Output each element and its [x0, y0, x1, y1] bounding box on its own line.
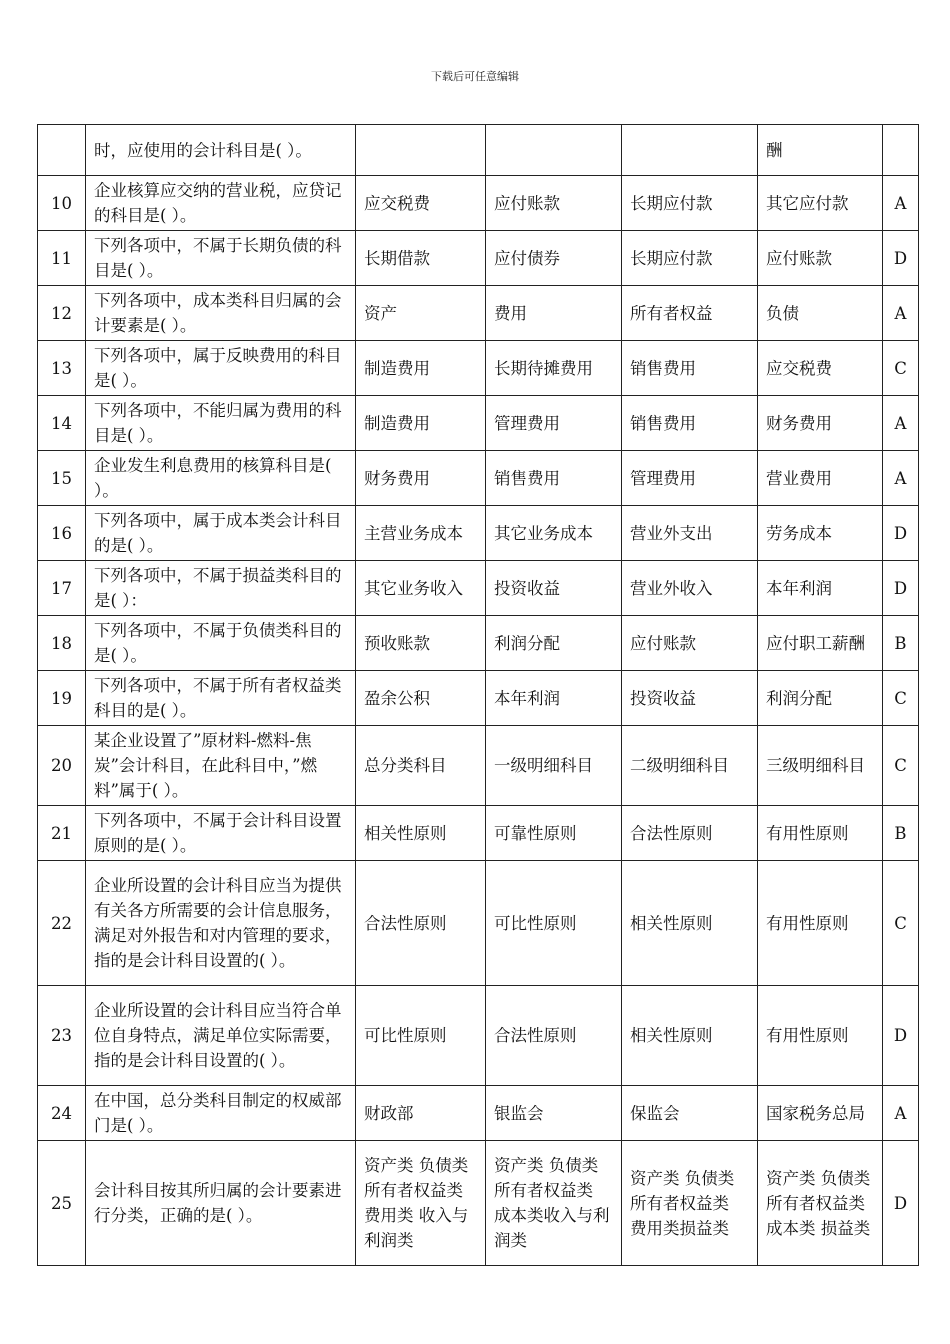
- table-row: [38, 451, 919, 506]
- option-b: 资产类 负债类 所有者权益类 成本类收入与利润类: [486, 1141, 622, 1266]
- answer-cell: D: [883, 231, 919, 286]
- option-a: 资产类 负债类 所有者权益类 费用类 收入与利润类: [356, 1141, 486, 1266]
- question-text: 企业核算应交纳的营业税，应贷记的科目是( ）。: [86, 176, 356, 231]
- answer-cell: C: [883, 861, 919, 986]
- option-b: 费用: [486, 286, 622, 341]
- option-c: 投资收益: [622, 671, 758, 726]
- question-text: 某企业设置了”原材料-燃料-焦炭”会计科目，在此科目中，”燃料”属于( ）。: [86, 726, 356, 806]
- option-c: 长期应付款: [622, 231, 758, 286]
- option-a: 其它业务收入: [356, 561, 486, 616]
- answer-cell: C: [883, 341, 919, 396]
- option-b: 投资收益: [486, 561, 622, 616]
- question-text: 企业所设置的会计科目应当为提供有关各方所需要的会计信息服务，满足对外报告和对内管理的要求，指的是会计科目设置的( ）。: [86, 861, 356, 986]
- option-c: 管理费用: [622, 451, 758, 506]
- question-number: 11: [38, 231, 86, 286]
- option-b: 应付债券: [486, 231, 622, 286]
- option-c: 相关性原则: [622, 861, 758, 986]
- answer-cell: [883, 125, 919, 176]
- question-number: 21: [38, 806, 86, 861]
- option-d: 资产类 负债类 所有者权益类 成本类 损益类: [758, 1141, 883, 1266]
- option-d: 应付账款: [758, 231, 883, 286]
- question-text: 在中国，总分类科目制定的权威部门是( ）。: [86, 1086, 356, 1141]
- option-d: 三级明细科目: [758, 726, 883, 806]
- table-row: [38, 231, 919, 286]
- option-b: 一级明细科目: [486, 726, 622, 806]
- answer-cell: D: [883, 1141, 919, 1266]
- option-b: 本年利润: [486, 671, 622, 726]
- option-b: 银监会: [486, 1086, 622, 1141]
- option-d: 有用性原则: [758, 861, 883, 986]
- question-number: 22: [38, 861, 86, 986]
- option-d: 利润分配: [758, 671, 883, 726]
- question-number: 12: [38, 286, 86, 341]
- answer-cell: D: [883, 986, 919, 1086]
- option-a: 盈余公积: [356, 671, 486, 726]
- question-text: 下列各项中，不属于长期负债的科目是( ）。: [86, 231, 356, 286]
- question-number: 14: [38, 396, 86, 451]
- table-row: [38, 671, 919, 726]
- option-d: 营业费用: [758, 451, 883, 506]
- question-text: 企业所设置的会计科目应当符合单位自身特点，满足单位实际需要，指的是会计科目设置的( ）。: [86, 986, 356, 1086]
- table-row: [38, 806, 919, 861]
- option-c: 保监会: [622, 1086, 758, 1141]
- option-b: 可比性原则: [486, 861, 622, 986]
- table-row: [38, 986, 919, 1086]
- table-row: [38, 861, 919, 986]
- table-row: [38, 1086, 919, 1141]
- option-c: 资产类 负债类 所有者权益类 费用类损益类: [622, 1141, 758, 1266]
- answer-cell: A: [883, 451, 919, 506]
- question-text: 时，应使用的会计科目是( ）。: [86, 125, 356, 176]
- option-a: 财务费用: [356, 451, 486, 506]
- option-c: 销售费用: [622, 396, 758, 451]
- question-number: 17: [38, 561, 86, 616]
- option-a: 制造费用: [356, 341, 486, 396]
- option-b: 合法性原则: [486, 986, 622, 1086]
- option-d: 有用性原则: [758, 806, 883, 861]
- question-text: 下列各项中，不能归属为费用的科目是( ）。: [86, 396, 356, 451]
- option-b: 管理费用: [486, 396, 622, 451]
- page-header-note: 下载后可任意编辑: [431, 70, 519, 83]
- question-text: 下列各项中，不属于损益类科目的是( ）：: [86, 561, 356, 616]
- table-row: [38, 286, 919, 341]
- option-a: 总分类科目: [356, 726, 486, 806]
- option-b: [486, 125, 622, 176]
- question-number: 15: [38, 451, 86, 506]
- option-c: 合法性原则: [622, 806, 758, 861]
- table-row: [38, 1141, 919, 1266]
- table-row: [38, 561, 919, 616]
- answer-cell: A: [883, 396, 919, 451]
- table-row: [38, 125, 919, 176]
- question-text: 下列各项中，成本类科目归属的会计要素是( ）。: [86, 286, 356, 341]
- question-number: 18: [38, 616, 86, 671]
- option-a: 预收账款: [356, 616, 486, 671]
- option-d: 劳务成本: [758, 506, 883, 561]
- option-b: 其它业务成本: [486, 506, 622, 561]
- option-c: 营业外支出: [622, 506, 758, 561]
- option-c: 相关性原则: [622, 986, 758, 1086]
- question-text: 下列各项中，属于反映费用的科目是( ）。: [86, 341, 356, 396]
- option-d: 其它应付款: [758, 176, 883, 231]
- question-number: 13: [38, 341, 86, 396]
- question-number: [38, 125, 86, 176]
- option-d: 本年利润: [758, 561, 883, 616]
- table-row: [38, 506, 919, 561]
- option-a: 合法性原则: [356, 861, 486, 986]
- option-a: 可比性原则: [356, 986, 486, 1086]
- question-number: 10: [38, 176, 86, 231]
- question-number: 16: [38, 506, 86, 561]
- option-c: 所有者权益: [622, 286, 758, 341]
- answer-cell: D: [883, 506, 919, 561]
- option-d: 有用性原则: [758, 986, 883, 1086]
- option-c: 应付账款: [622, 616, 758, 671]
- option-b: 利润分配: [486, 616, 622, 671]
- table-row: [38, 396, 919, 451]
- option-a: 相关性原则: [356, 806, 486, 861]
- option-c: 二级明细科目: [622, 726, 758, 806]
- option-b: 长期待摊费用: [486, 341, 622, 396]
- option-a: 资产: [356, 286, 486, 341]
- option-c: 长期应付款: [622, 176, 758, 231]
- question-table: [37, 124, 919, 1266]
- question-text: 下列各项中，不属于所有者权益类科目的是( ）。: [86, 671, 356, 726]
- answer-cell: C: [883, 671, 919, 726]
- answer-cell: A: [883, 176, 919, 231]
- option-a: 制造费用: [356, 396, 486, 451]
- table-row: [38, 341, 919, 396]
- question-number: 20: [38, 726, 86, 806]
- question-text: 下列各项中，不属于会计科目设置原则的是( ）。: [86, 806, 356, 861]
- option-a: 长期借款: [356, 231, 486, 286]
- option-b: 应付账款: [486, 176, 622, 231]
- option-d: 酬: [758, 125, 883, 176]
- table-row: [38, 176, 919, 231]
- option-c: [622, 125, 758, 176]
- option-a: [356, 125, 486, 176]
- option-d: 应付职工薪酬: [758, 616, 883, 671]
- option-b: 可靠性原则: [486, 806, 622, 861]
- question-text: 下列各项中，属于成本类会计科目的是( ）。: [86, 506, 356, 561]
- answer-cell: A: [883, 286, 919, 341]
- option-a: 应交税费: [356, 176, 486, 231]
- question-number: 19: [38, 671, 86, 726]
- option-d: 国家税务总局: [758, 1086, 883, 1141]
- question-text: 下列各项中，不属于负债类科目的是( ）。: [86, 616, 356, 671]
- question-number: 23: [38, 986, 86, 1086]
- option-d: 应交税费: [758, 341, 883, 396]
- option-d: 财务费用: [758, 396, 883, 451]
- option-c: 营业外收入: [622, 561, 758, 616]
- answer-cell: D: [883, 561, 919, 616]
- option-a: 财政部: [356, 1086, 486, 1141]
- question-text: 企业发生利息费用的核算科目是( ）。: [86, 451, 356, 506]
- question-number: 25: [38, 1141, 86, 1266]
- option-b: 销售费用: [486, 451, 622, 506]
- question-text: 会计科目按其所归属的会计要素进行分类，正确的是( ）。: [86, 1141, 356, 1266]
- answer-cell: C: [883, 726, 919, 806]
- option-c: 销售费用: [622, 341, 758, 396]
- option-d: 负债: [758, 286, 883, 341]
- answer-cell: B: [883, 616, 919, 671]
- answer-cell: A: [883, 1086, 919, 1141]
- answer-cell: B: [883, 806, 919, 861]
- table-row: [38, 726, 919, 806]
- table-row: [38, 616, 919, 671]
- question-number: 24: [38, 1086, 86, 1141]
- option-a: 主营业务成本: [356, 506, 486, 561]
